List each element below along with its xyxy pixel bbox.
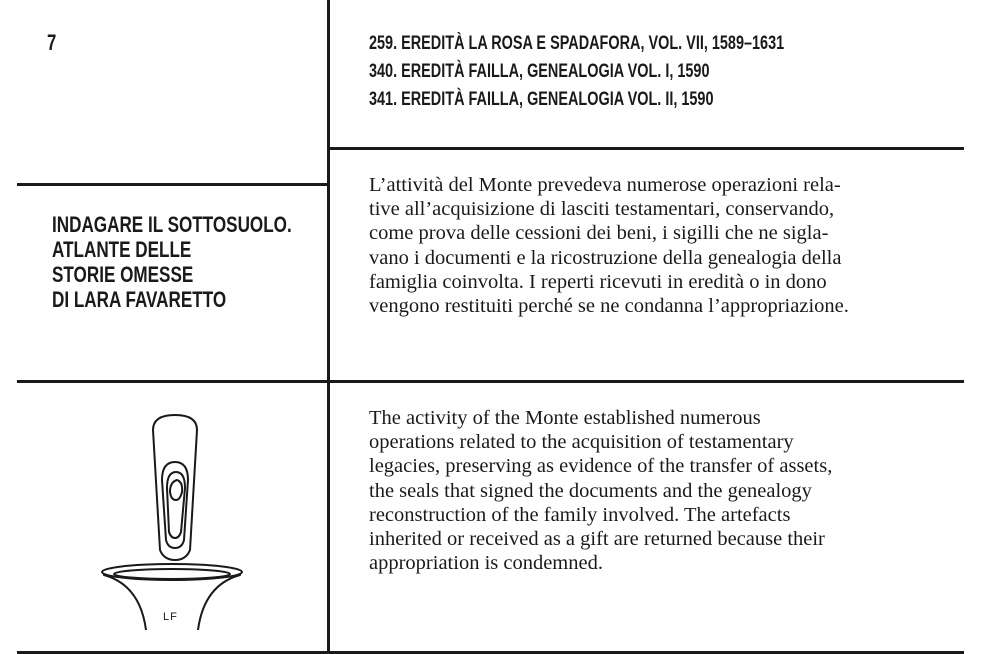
text-line: vano i documenti e la ricostruzione della genealogia della — [369, 246, 842, 269]
archive-entry: 340. EREDITÀ FAILLA, GENEALOGIA VOL. I, 1590 — [369, 61, 710, 82]
page-title — [52, 212, 292, 312]
text-line: reconstruction of the family involved. The artefacts — [369, 503, 791, 526]
text-line: appropriation is condemned. — [369, 552, 603, 575]
seal-stamp-drawing-icon — [90, 400, 260, 630]
text-line: The activity of the Monte established numerous — [369, 407, 761, 429]
italian-paragraph — [369, 173, 929, 318]
column-divider — [327, 0, 330, 652]
text-line: operations related to the acquisition of testamentary — [369, 431, 794, 454]
text-line: famiglia coinvolta. I reperti ricevuti in eredità o in dono — [369, 270, 827, 293]
title-line: STORIE OMESSE — [52, 262, 194, 287]
divider-right-top — [329, 147, 964, 150]
page-number: 7 — [47, 30, 57, 55]
text-line: come prova delle cessioni dei beni, i sigilli che ne sigla- — [369, 222, 829, 245]
text-line: vengono restituiti perché se ne condanna l’appropriazione. — [369, 295, 849, 318]
initials-label: LF — [163, 611, 178, 623]
archive-entry: 341. EREDITÀ FAILLA, GENEALOGIA VOL. II, 1590 — [369, 89, 714, 110]
text-line: the seals that signed the documents and the genealogy — [369, 479, 812, 502]
archive-list — [369, 30, 784, 114]
title-line: INDAGARE IL SOTTOSUOLO. — [52, 212, 292, 237]
archive-entry: 259. EREDITÀ LA ROSA E SPADAFORA, VOL. VII, 1589–1631 — [369, 33, 785, 54]
text-line: tive all’acquisizione di lasciti testamentari, conservando, — [369, 198, 835, 221]
divider-middle — [17, 380, 964, 383]
divider-left-title — [17, 183, 329, 186]
english-paragraph — [369, 406, 929, 575]
text-line: inherited or received as a gift are returned because their — [369, 528, 825, 551]
text-line: legacies, preserving as evidence of the transfer of assets, — [369, 455, 833, 478]
title-line: ATLANTE DELLE — [52, 237, 192, 262]
text-line: L’attività del Monte prevedeva numerose operazioni rela- — [369, 174, 841, 196]
title-line: DI LARA FAVARETTO — [52, 287, 227, 312]
